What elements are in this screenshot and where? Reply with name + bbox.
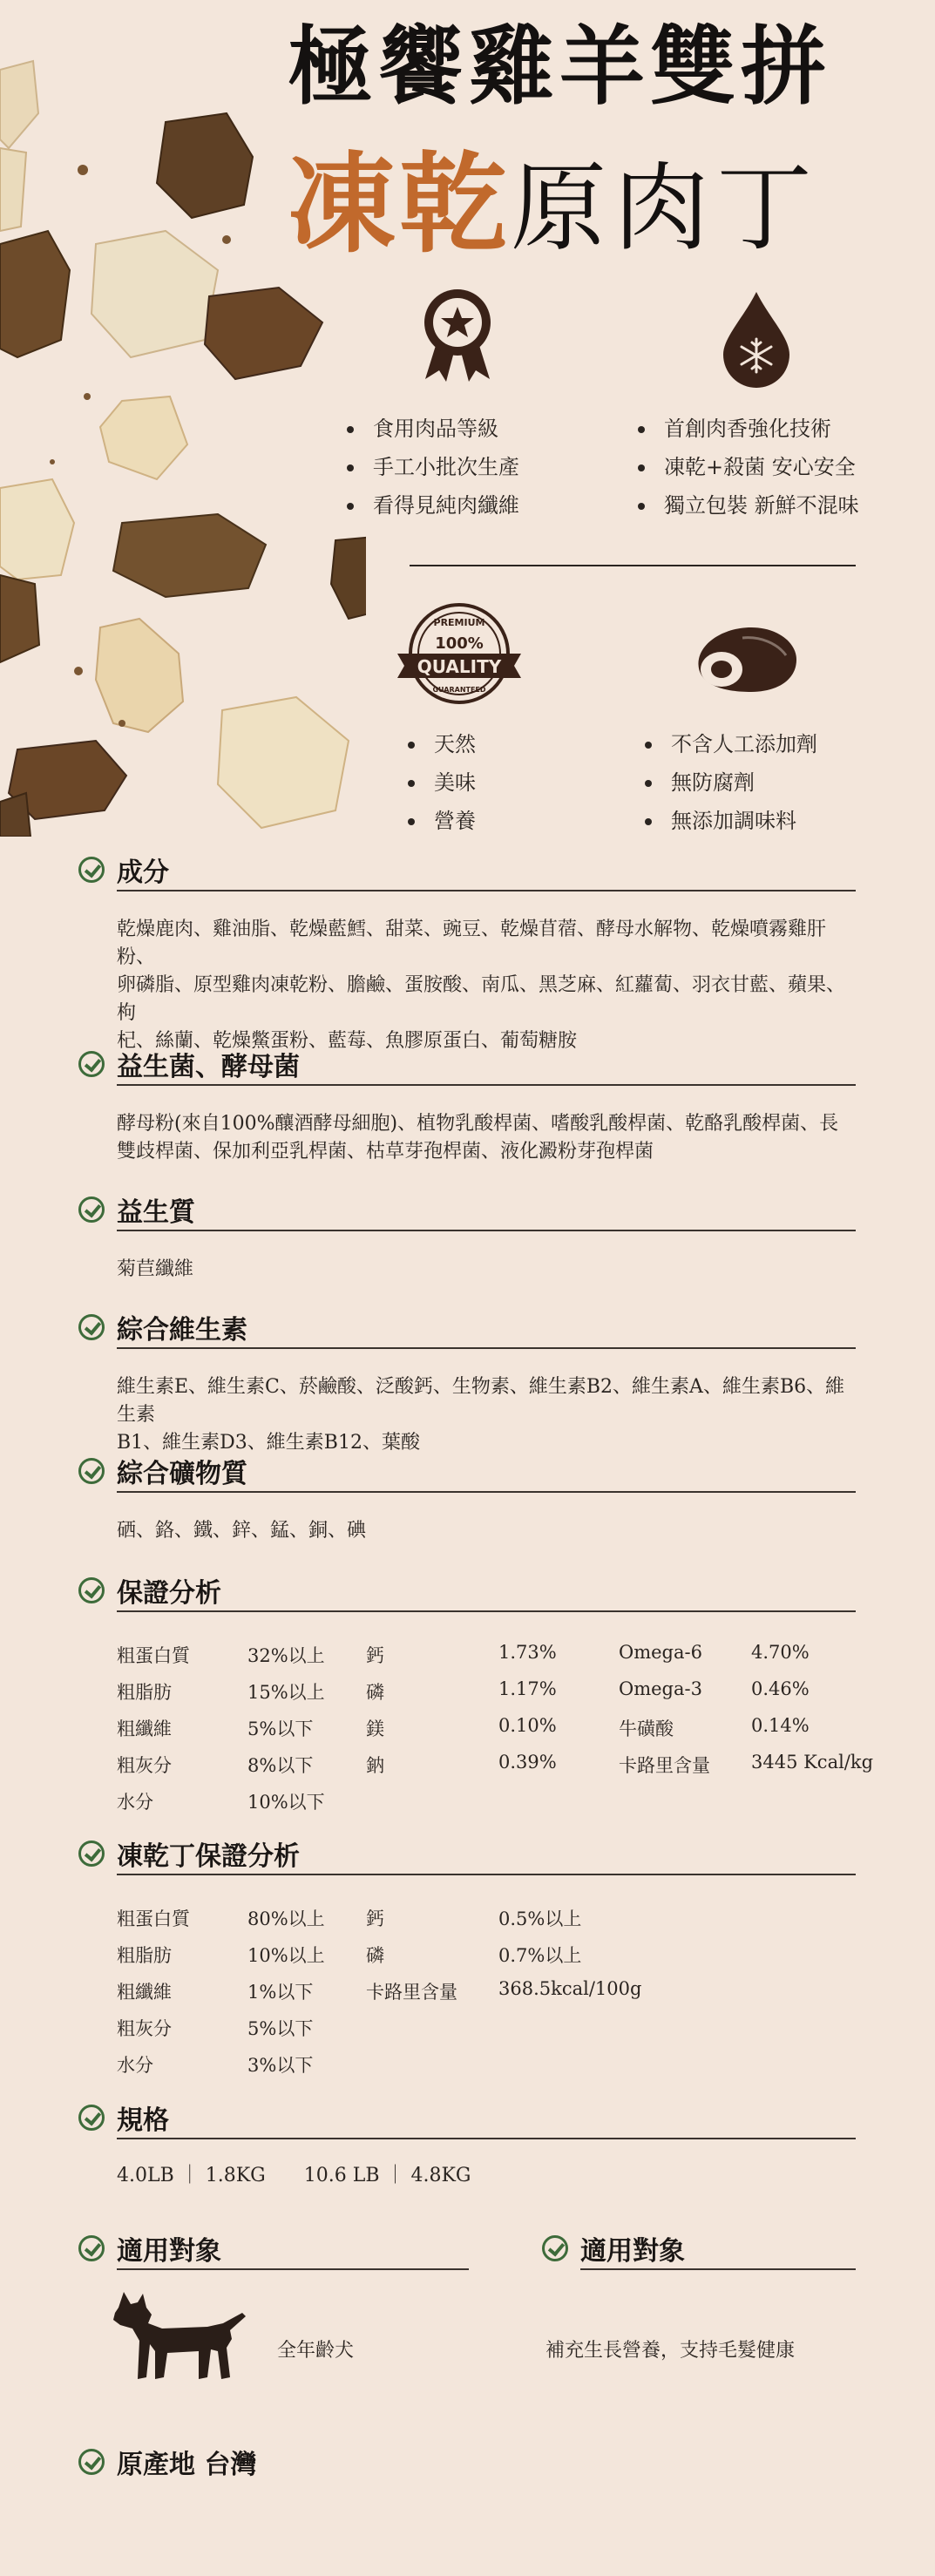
analysis-cell: 鎂 [366, 1718, 384, 1739]
badge-text-top: PREMIUM [433, 617, 485, 628]
section-body [117, 1256, 856, 1284]
section-header [78, 1570, 856, 1610]
section-rule [117, 1874, 856, 1875]
section-rule [117, 890, 856, 891]
section-target-right [542, 2228, 856, 2270]
analysis-cell: 鈣 [366, 1645, 384, 1666]
ribbon-star-icon [418, 288, 497, 383]
analysis-cell: 粗纖維 [117, 1718, 172, 1739]
feature-list-bottom-right [640, 725, 817, 840]
section-rule [117, 1230, 856, 1231]
analysis-cell: 0.7%以上 [498, 1945, 582, 1966]
feature-item: 營養 [403, 802, 476, 840]
analysis-cell: 鈉 [366, 1755, 384, 1776]
text-line: 卵磷脂、原型雞肉凍乾粉、膽鹼、蛋胺酸、南瓜、黑芝麻、紅蘿蔔、羽衣甘藍、蘋果、枸 [117, 974, 846, 1024]
section-analysis [78, 1570, 856, 1612]
section-title: 綜合維生素 [117, 1315, 247, 1346]
feature-item: 無添加調味料 [640, 802, 817, 840]
feature-item: 天然 [403, 725, 476, 763]
analysis-cell: 卡路里含量 [619, 1755, 710, 1776]
premium-quality-badge-icon [394, 601, 525, 715]
analysis-cell: 粗蛋白質 [117, 1908, 190, 1929]
target-benefit-text: 補充生長營養，支持毛髮健康 [545, 2340, 796, 2362]
analysis-cell: 0.5%以上 [498, 1908, 582, 1929]
feature-divider [410, 565, 856, 566]
check-circle-icon [78, 857, 105, 883]
text-line: 杞、絲蘭、乾燥鱉蛋粉、藍莓、魚膠原蛋白、葡萄糖胺 [117, 1030, 578, 1052]
section-rule [117, 1347, 856, 1349]
section-origin [78, 2442, 514, 2482]
analysis-cell: 8%以下 [247, 1755, 314, 1776]
feature-list-top-right [633, 410, 859, 525]
section-header [78, 2098, 856, 2138]
meat-ham-icon [690, 620, 803, 699]
feature-list-top-left [342, 410, 519, 525]
analysis-cell: 1.17% [498, 1678, 557, 1699]
section-header [78, 1834, 856, 1874]
badge-text-bottom: GUARANTEED [432, 686, 486, 694]
section-rule [117, 1084, 856, 1086]
analysis-cell: 3445 Kcal/kg [751, 1752, 874, 1773]
section-rule [117, 1610, 856, 1612]
section-header [78, 1044, 856, 1084]
section-title: 成分 [117, 858, 169, 888]
section-vitamins [78, 1307, 856, 1457]
analysis-cell: 15%以上 [247, 1682, 325, 1703]
section-header [78, 2442, 514, 2482]
section-title: 益生質 [117, 1197, 195, 1228]
check-circle-icon [78, 1051, 105, 1077]
analysis-cell: 0.46% [751, 1678, 810, 1699]
section-freeze-analysis [78, 1834, 856, 1875]
product-title-line1: 極饗雞羊雙拼 [288, 17, 832, 117]
section-body [117, 1517, 856, 1545]
section-body [117, 1110, 856, 1166]
check-circle-icon [78, 1577, 105, 1603]
section-body [117, 1373, 856, 1457]
analysis-cell: 5%以下 [247, 2018, 314, 2039]
section-title: 凍乾丁保證分析 [117, 1841, 300, 1872]
text-line: B1、維生素D3、維生素B12、葉酸 [117, 1432, 420, 1454]
check-circle-icon [78, 2105, 105, 2131]
analysis-cell: 粗灰分 [117, 1755, 172, 1776]
analysis-cell: 磷 [366, 1945, 384, 1966]
check-circle-icon [542, 2235, 568, 2261]
analysis-cell: 磷 [366, 1682, 384, 1703]
analysis-cell: 1%以下 [247, 1982, 314, 2003]
section-probiotics [78, 1044, 856, 1166]
feature-item: 獨立包裝 新鮮不混味 [633, 486, 859, 525]
analysis-cell: 3%以下 [247, 2055, 314, 2076]
analysis-cell: 0.14% [751, 1715, 810, 1736]
analysis-cell: 粗蛋白質 [117, 1645, 190, 1666]
analysis-cell: Omega-3 [619, 1678, 702, 1699]
text-line: 乾燥鹿肉、雞油脂、乾燥藍鱈、甜菜、豌豆、乾燥苜蓿、酵母水解物、乾燥噴霧雞肝粉、 [117, 919, 827, 968]
analysis-cell: 0.10% [498, 1715, 557, 1736]
feature-item: 首創肉香強化技術 [633, 410, 859, 448]
analysis-cell: 368.5kcal/100g [498, 1978, 642, 1999]
analysis-cell: 5%以下 [247, 1718, 314, 1739]
feature-item: 看得見純肉纖維 [342, 486, 519, 525]
analysis-cell: 10%以下 [247, 1792, 325, 1813]
feature-item: 美味 [403, 763, 476, 802]
spec-text: 4.0LB ｜ 1.8KG 10.6 LB ｜ 4.8KG [117, 2165, 471, 2186]
section-rule [117, 2268, 469, 2270]
feature-list-bottom-left [403, 725, 476, 840]
section-header [78, 850, 856, 890]
section-header [78, 1307, 856, 1347]
check-circle-icon [78, 1196, 105, 1223]
section-title: 綜合礦物質 [117, 1459, 247, 1489]
section-header [78, 1451, 856, 1491]
feature-item: 不含人工添加劑 [640, 725, 817, 763]
analysis-cell: 32%以上 [247, 1645, 325, 1666]
analysis-cell: 粗纖維 [117, 1982, 172, 2003]
analysis-cell: 水分 [117, 1792, 153, 1813]
text-line: 維生素E、維生素C、菸鹼酸、泛酸鈣、生物素、維生素B2、維生素A、維生素B6、維生素 [117, 1376, 845, 1426]
check-circle-icon [78, 1314, 105, 1340]
section-header [78, 2228, 469, 2268]
product-title-line2 [288, 141, 924, 294]
analysis-cell: 4.70% [751, 1642, 810, 1663]
section-rule [580, 2268, 856, 2270]
section-minerals [78, 1451, 856, 1545]
section-header [542, 2228, 856, 2268]
section-title: 規格 [117, 2105, 169, 2136]
analysis-cell: 粗脂肪 [117, 1682, 172, 1703]
text-line: 雙歧桿菌、保加利亞乳桿菌、枯草芽孢桿菌、液化澱粉芽孢桿菌 [117, 1141, 654, 1163]
feature-item: 食用肉品等級 [342, 410, 519, 448]
section-title: 益生菌、酵母菌 [117, 1052, 300, 1082]
product-title-rest: 原肉丁 [511, 153, 820, 264]
check-circle-icon [78, 2449, 105, 2475]
section-title: 原產地 台灣 [117, 2450, 257, 2480]
badge-text-banner: QUALITY [417, 656, 502, 677]
check-circle-icon [78, 2235, 105, 2261]
check-circle-icon [78, 1840, 105, 1867]
analysis-cell: 粗灰分 [117, 2018, 172, 2039]
analysis-cell: 10%以上 [247, 1945, 325, 1966]
section-rule [117, 1491, 856, 1493]
section-header [78, 1190, 856, 1230]
analysis-cell: 水分 [117, 2055, 153, 2076]
target-age-text: 全年齡犬 [277, 2340, 355, 2362]
section-spec [78, 2098, 856, 2190]
product-title-accent: 凍乾 [288, 141, 512, 268]
section-ingredients [78, 850, 856, 1055]
analysis-table [117, 1642, 874, 1825]
section-body [117, 916, 856, 1055]
text-line: 菊苣纖維 [117, 1258, 194, 1280]
section-rule [117, 2138, 856, 2139]
dog-silhouette-icon [112, 2290, 251, 2386]
feature-item: 手工小批次生產 [342, 448, 519, 486]
analysis-cell: 卡路里含量 [366, 1982, 457, 2003]
analysis-cell: 鈣 [366, 1908, 384, 1929]
check-circle-icon [78, 1458, 105, 1484]
section-title: 適用對象 [117, 2236, 221, 2267]
snowflake-drop-icon [722, 292, 791, 388]
badge-text-mid: 100% [435, 634, 484, 653]
analysis-cell: Omega-6 [619, 1642, 702, 1663]
feature-item: 凍乾+殺菌 安心安全 [633, 448, 859, 486]
section-title: 保證分析 [117, 1578, 221, 1609]
analysis-cell: 0.39% [498, 1752, 557, 1773]
freeze-analysis-table [117, 1905, 866, 2088]
analysis-cell: 80%以上 [247, 1908, 325, 1929]
text-line: 硒、鉻、鐵、鋅、錳、銅、碘 [117, 1520, 367, 1542]
section-prebiotics [78, 1190, 856, 1284]
section-title: 適用對象 [580, 2236, 685, 2267]
analysis-cell: 粗脂肪 [117, 1945, 172, 1966]
feature-item: 無防腐劑 [640, 763, 817, 802]
text-line: 酵母粉(來自100%釀酒酵母細胞)、植物乳酸桿菌、嗜酸乳酸桿菌、乾酪乳酸桿菌、長 [117, 1113, 839, 1135]
analysis-cell: 1.73% [498, 1642, 557, 1663]
analysis-cell: 牛磺酸 [619, 1718, 674, 1739]
section-target-left [78, 2228, 469, 2270]
